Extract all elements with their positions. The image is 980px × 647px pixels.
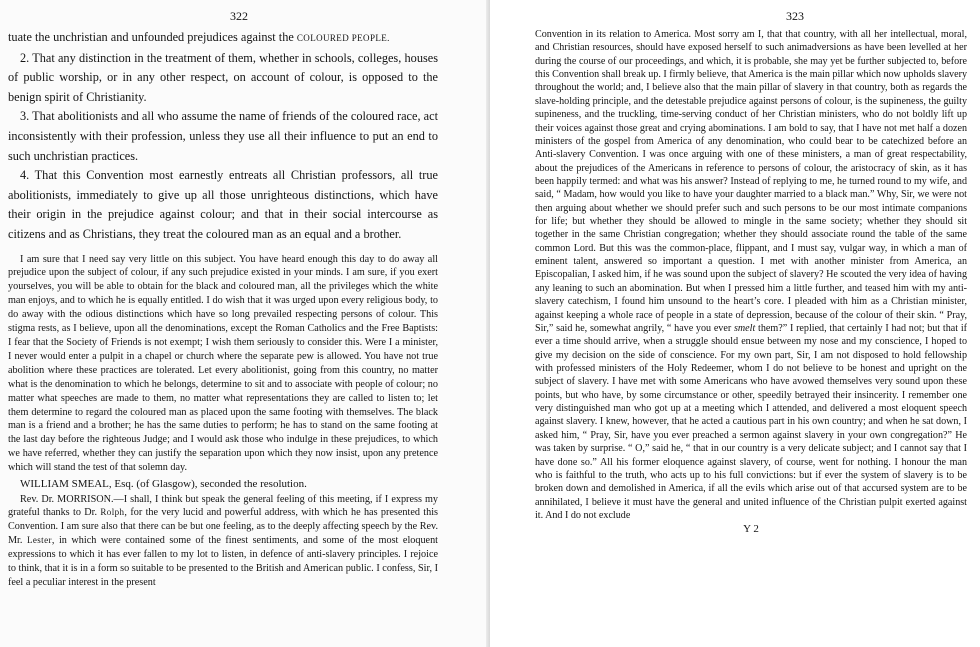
resolution-continuation [8,28,438,49]
small-caps-text: COLOURED PEOPLE. [296,33,390,43]
resolution-item: 4. That this Convention most earnestly entreats all Christian professors, all true abolitionists, immediately to give up all those unrighteous distinctions, which have their origin in the prejudice against colour; and that in their social intercourse as citizens and as Christians, they treat the coloured man as an equal and a brother. [8,168,438,241]
paragraph-text: , for the very lucid and powerful address, with which he has presented this Convention. I am sure also that there can be but one feeling, as to the deeply affecting speech by the Rev. Mr. [8,507,439,547]
right-page-text [535,28,967,535]
left-page-text [8,28,438,590]
small-caps-name: Lester [26,535,52,546]
signature-mark: Y 2 [743,523,759,536]
speech-paragraph: I am sure that I need say very little on this subject. You have heard enough this day to do away all prejudice upon the subject of colour, if any such prejudice existed in your minds. I am sure, if you exert yourselves, you will be able to obtain for the black and coloured man, all the privileges which the white man enjoys, and to which he is equally entitled. I do wish that it was urged upon every religious body, to do away with the odious distinctions which have so long prevailed respecting persons of colour. This stigma rests, as I believe, upon all the denominations, except the Roman Catholics and the Free Baptists: I fear that the Society of Friends is not exempt; I wish them seriously to consider this. Were I a minister, I never would enter a pulpit in a chapel or church where the separate pew is allowed. You have not true abolition where these practices are tolerated. Let every abolitionist, going from this country, no matter what is the denomination to which he belongs, determine to sit and to associate with people of colour; no matter what speeches are made to them, no matter what representations they are called to listen to; let them determine to regard the coloured man as placed upon the same footing with themselves. The black man is a friend and a brother; he has the same duties to perform; he has to stand on the same footing at the last day before the righteous Judge; and I would ask those who indulge in these prejudices, to which we have referred, whether they can justify the separation upon which they now insist, upon any pretence which will stand the test of that solemn day. [8,253,438,474]
resolution-item: 3. That abolitionists and all who assume the name of friends of the coloured race, act inconsistently with their profession, unless they use all their influence to put an end to such unchristian practices. [8,109,438,163]
speech-body [535,28,967,522]
speaker-name: Rev. Dr. MORRISON. [20,493,114,505]
paragraph-text: them?” I replied, that certainly I had not; but that if ever a time should arrive, when a struggle should ensue between my nose and my conscience, I hoped to give my decision on the side of conscience. For my own part, Sir, I am not disposed to hold fellowship with professed ministers of the Holy Redeemer, whom I do not believe to be honest and upright on the subject of slavery. I have met with some Americans who have avowed themselves very sound upon these points, but who have, by some circumstance or other, speedily betrayed their insincerity. I remember one very distinguished man who got up at a meeting which I attended, and delivered a most eloquent speech against slavery. I knew, however, that he acted a cautious part in his own country; and when he sat down, I asked him, “ Pray, Sir, have you ever preached a sermon against slavery in your own congregation?” He was taken by surprise. “ O,” said he, “ that in our country is a very delicate subject; and I cannot say that I have done so.” All his former eloquence against slavery, of course, went for nothing. I honour the man who is faithful to the truth, who acts up to his full convictions: but if ever the system of slavery is to be broken down and demolished in America, if all the evils which arise out of that accursed system are to be annihilated, I believe it must have the general and united influence of the Christian pulpit exerted against it. And I do not exclude [535,322,967,521]
right-page [490,0,980,647]
speech-paragraph [535,28,967,522]
page-number: 323 [786,9,804,23]
small-caps-name: Rolph [100,507,125,518]
morrison-paragraph [8,493,438,590]
paragraph-text: Convention in its relation to America. Most sorry am I, that that country, with all her intellectual, moral, and Christian resources, should have exposed herself to such animadversions as have been levelled at her during the course of our proceedings, and which, it is probable, she may yet be further subjected to, before this Convention shall break up. I firmly believe, that America is the main pillar which now upholds slavery throughout the world; and, I believe also that the main pillar of slavery in that country, both as regards the slave-holding principle, and the detestable prejudice against persons of colour, is the supineness, the guilty supineness, and the truckling, time-serving conduct of her Christian ministers, who do not boldly lift up their voices against those great and crying abominations. I am bold to say, that I have not met half a dozen ministers of the gospel from America of any denomination, who could bear to be catechized before an Anti-slavery Convention. I was once arguing with one of these ministers, a man of great respectability, about the prejudices of the Americans in reference to persons of colour, the aristocracy of skin, as it has been happily termed: and what was his answer? Instead of replying to me, he turned round to my wife, and said, “ Madam, how would you like to have your daughter married to a black man.” Why, Sir, we were not then arguing about whether we should prefer such and such persons to be our most intimate companions for life; but whether they should be allowed to mingle in the same society; whether they should sit together in the same Christian congregation; whether they should associate round the table of the same common Lord. But this was the common-place, flippant, and I must say, vulgar way, in which a man of eminent talent, answered so important a question. I met with another minister from America, an Episcopalian, I asked him, if he was sound upon the subject of slavery? He scouted the very idea of having any leaning to such an abomination. But when I pressed him a little further, and teased him with my anti-slavery catechism, I found him unsound to the heart’s core. I pleaded with him as a Christian minister, against keeping a whole race of people in a state of depression, because of the colour of their skin. “ Pray, Sir,” said he, somewhat angrily, “ have you ever [535,29,967,334]
speech-body [8,253,438,590]
paragraph-text: —I shall, I think but speak the general feeling of this meeting, if I express my grateful thanks to Dr. [8,493,438,519]
resolutions [8,28,438,245]
paragraph-text: , in which were contained some of the finest sentiments, and some of the most eloquent expressions to which it has ever fallen to my lot to listen, in defence of anti-slavery principles. I rejoice to think, that it is in a form so suitable to be presented to the British and American public. I confess, Sir, I feel a peculiar interest in the present [8,535,438,588]
italic-word: smelt [733,322,756,334]
page-number: 322 [230,9,248,23]
resolution-continuation-text: tuate the unchristian and unfounded prejudices against the [8,30,294,44]
resolution-item: 2. That any distinction in the treatment of them, whether in schools, colleges, houses of public worship, or in any other respect, on account of colour, is opposed to the benign spirit of Christianity. [8,50,438,104]
seconder-line: WILLIAM SMEAL, Esq. (of Glasgow), seconded the resolution. [20,478,307,491]
